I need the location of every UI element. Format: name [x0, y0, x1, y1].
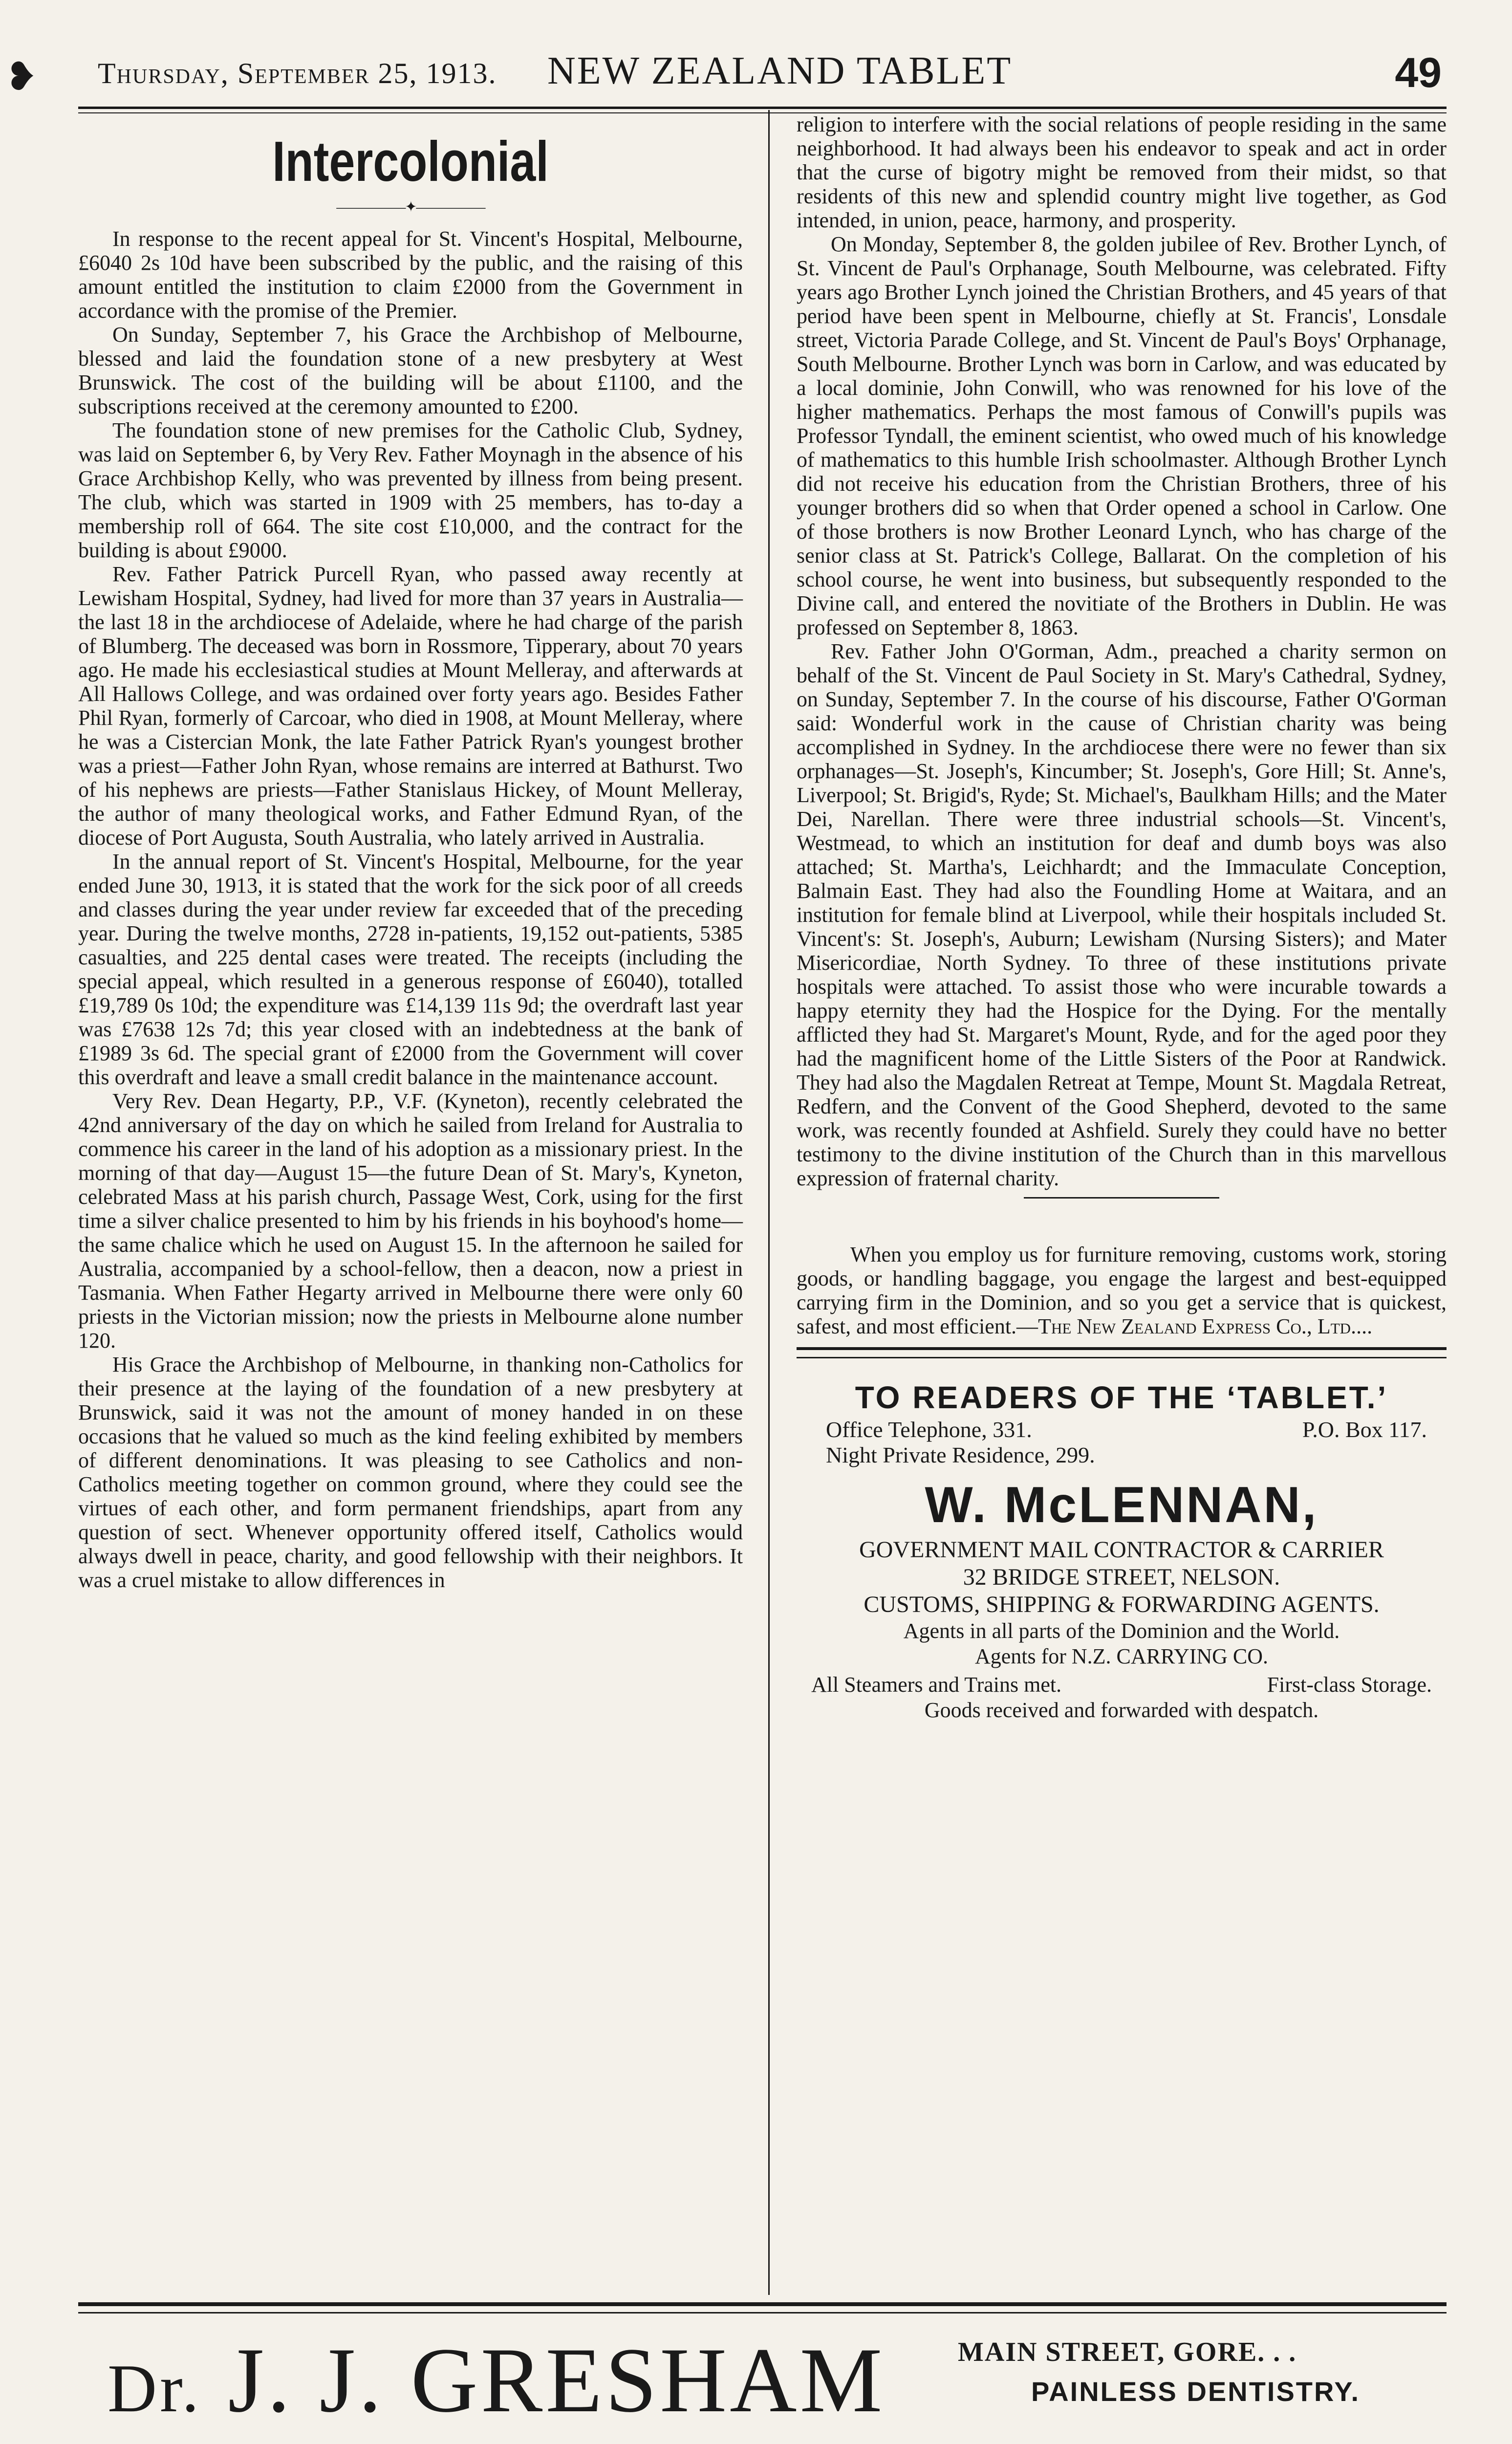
- office-telephone: Office Telephone, 331.: [826, 1417, 1032, 1442]
- article-paragraph: His Grace the Archbishop of Melbourne, in thanking non-Catholics for their presence at the laying of the foundation of a new presbytery at Brunswick, said it was not the amount of money handed in on these occasions that he valued so much as the kind feeling exhibited by members of different denominations. It was pleasing to see Catholics and non-Catholics meeting together on common ground, where they could see the virtues of each other, and form permanent friendships, apart from any question of sect. Whenever opportunity offered itself, Catholics would always dwell in peace, charity, and good fellowship with their neighbors. It was a cruel mistake to allow differences in: [78, 1353, 743, 1592]
- article-paragraph: Rev. Father Patrick Purcell Ryan, who passed away recently at Lewisham Hospital, Sydney, had lived for more than 37 years in Australia—the last 18 in the archdiocese of Adelaide, where he had charge of the parish of Blumberg. The deceased was born in Rossmore, Tipperary, about 70 years ago. He made his ecclesiastical studies at Mount Melleray, and afterwards at All Hallows College, and was ordained over forty years ago. Besides Father Phil Ryan, formerly of Carcoar, who died in 1908, at Mount Melleray, where he was a Cistercian Monk, the late Father Patrick Ryan's youngest brother was a priest—Father John Ryan, whose remains are interred at Bathurst. Two of his nephews are priests—Father Stanislaus Hickey, of Mount Melleray, the author of many theological works, and Father Edmund Ryan, of the diocese of Port Augusta, South Australia, who lately arrived in Australia.: [78, 562, 743, 850]
- right-column: [797, 112, 1447, 1723]
- article-paragraph: Rev. Father John O'Gorman, Adm., preached a charity sermon on behalf of the St. Vincent de Paul Society in St. Mary's Cathedral, Sydney, on Sunday, September 7. In the course of his discourse, Father O'Gorman said: Wonderful work in the cause of Christian charity was being accomplished in Sydney. In the archdiocese there were no fewer than six orphanages—St. Joseph's, Kincumber; St. Joseph's, Gore Hill; St. Anne's, Liverpool; St. Brigid's, Ryde; St. Michael's, Baulkham Hills; and the Mater Dei, Narellan. There were three industrial schools—St. Vincent's, Westmead, to which an institution for deaf and dumb boys was also attached; St. Martha's, Leichhardt; and the Immaculate Conception, Balmain East. They had also the Foundling Home at Waitara, and an institution for female blind at Liverpool, while their hospitals included St. Vincent's: St. Joseph's, Auburn; Lewisham (Nursing Sisters); and Mater Misericordiae, North Sydney. To three of these institutions private hospitals were attached. To assist those who were incurable towards a happy eternity they had the Hospice for the Dying. For the mentally afflicted they had St. Margaret's Mount, Ryde, and for the aged poor they had the magnificent home of the Little Sisters of the Poor at Randwick. They had also the Magdalen Retreat at Tempe, Mount St. Magdala Retreat, Redfern, and the Convent of the Good Shepherd, devoted to the same work, was recently founded at Ashfield. Surely they could have no better testimony to the divine institution of the Church than in this marvellous expression of fraternal charity.: [797, 639, 1447, 1190]
- gresham-prefix: Dr.: [108, 2351, 202, 2426]
- left-column: [78, 112, 743, 1592]
- issue-date: Thursday, September 25, 1913.: [98, 57, 497, 89]
- mclennan-services-row: [797, 1672, 1447, 1698]
- fleuron-icon: ❥: [5, 56, 38, 99]
- mclennan-role: GOVERNMENT MAIL CONTRACTOR & CARRIER: [859, 1537, 1384, 1563]
- article-paragraph: The foundation stone of new premises for the Catholic Club, Sydney, was laid on September 6, by Very Rev. Father Moynagh in the absence of his Grace Archbishop Kelly, who was prevented by illness from being present. The club, which was started in 1909 with 25 members, has to-day a membership roll of 664. The site cost £10,000, and the contract for the building is about £9000.: [78, 418, 743, 562]
- article-headline: Intercolonial: [272, 130, 549, 193]
- newspaper-page: [5, 20, 1447, 2444]
- page-header: [5, 44, 1447, 99]
- article-paragraph: On Monday, September 8, the golden jubilee of Rev. Brother Lynch, of St. Vincent de Paul's Orphanage, South Melbourne, was celebrated. Fifty years ago Brother Lynch joined the Christian Brothers, and 45 years of that period have been spent in Melbourne, chiefly at St. Francis', Lonsdale street, Victoria Parade College, and St. Vincent de Paul's Boys' Orphanage, South Melbourne. Brother Lynch was born in Carlow, and was educated by a local dominie, John Conwill, who was renowned for his love of the higher mathematics. Perhaps the most famous of Conwill's pupils was Professor Tyndall, the eminent scientist, who owed much of his knowledge of mathematics to this humble Irish schoolmaster. Although Brother Lynch did not receive his education from the Christian Brothers, three of his younger brothers did so when that Order opened a school in Carlow. One of those brothers is now Brother Leonard Lynch, who has charge of the senior class at St. Patrick's College, Ballarat. On the completion of his school course, he went into business, but subsequently responded to the Divine call, and entered the novitiate of the Brothers in Dublin. He was professed on September 8, 1863.: [797, 232, 1447, 639]
- paper-name: NEW ZEALAND TABLET: [547, 49, 1013, 92]
- column-divider: [768, 110, 770, 2295]
- article-paragraph: In response to the recent appeal for St. Vincent's Hospital, Melbourne, £6040 2s 10d have been subscribed by the public, and the raising of this amount entitled the institution to claim £2000 from the Government in accordance with the promise of the Premier.: [78, 227, 743, 323]
- header-rule: [78, 107, 1447, 109]
- gresham-name: J. J. GRESHAM: [228, 2329, 886, 2432]
- goods-forwarded: Goods received and forwarded with despatch.: [924, 1698, 1319, 1722]
- steamers-met: All Steamers and Trains met.: [811, 1673, 1062, 1697]
- storage: First-class Storage.: [1267, 1673, 1432, 1697]
- mclennan-address: 32 BRIDGE STREET, NELSON.: [963, 1564, 1280, 1590]
- po-box: P.O. Box 117.: [1302, 1417, 1427, 1442]
- ad-divider: [797, 1347, 1447, 1358]
- headline-ornament: —————✦—————: [336, 199, 485, 215]
- article-end-rule: [1024, 1197, 1219, 1199]
- mclennan-agents-world: Agents in all parts of the Dominion and the World.: [903, 1619, 1340, 1643]
- gresham-advertisement-name: [108, 2329, 886, 2438]
- gresham-address: MAIN STREET, GORE. . .: [958, 2337, 1297, 2367]
- mclennan-name: W. McLENNAN,: [925, 1477, 1318, 1533]
- footer-rule-thin: [78, 2312, 1447, 2313]
- express-ad-signature: The New Zealand Express Co., Ltd....: [1038, 1314, 1373, 1338]
- article-paragraph: On Sunday, September 7, his Grace the Archbishop of Melbourne, blessed and laid the foundation stone of a new presbytery at West Brunswick. The cost of the building will be about £1100, and the subscriptions received at the ceremony amounted to £200.: [78, 323, 743, 418]
- article-paragraph: In the annual report of St. Vincent's Hospital, Melbourne, for the year ended June 30, 1913, it is stated that the work for the sick poor of all creeds and classes during the year under review far exceeded that of the preceding year. During the twelve months, 2728 in-patients, 19,152 out-patients, 5385 casualties, and 225 dental cases were treated. The receipts (including the special appeal, which resulted in a generous response of £6040), totalled £19,789 0s 10d; the expenditure was £14,139 11s 9d; the overdraft last year was £7638 12s 7d; this year closed with an indebtedness at the bank of £1989 3s 6d. The special grant of £2000 from the Government will cover this overdraft and leave a small credit balance in the maintenance account.: [78, 850, 743, 1089]
- article-paragraph: Very Rev. Dean Hegarty, P.P., V.F. (Kyneton), recently celebrated the 42nd anniversary of the day on which he sailed from Ireland for Australia to commence his career in the land of his adoption as a missionary priest. In the morning of that day—August 15—the future Dean of St. Mary's, Kyneton, celebrated Mass at his parish church, Passage West, Cork, using for the first time a silver chalice presented to him by his friends in his boyhood's home—the same chalice which he used on August 15. In the afternoon he sailed for Australia, accompanied by a school-fellow, then a deacon, now a priest in Tasmania. When Father Hegarty arrived in Melbourne there were only 60 priests in the Victorian mission; now the priests in Melbourne alone number 120.: [78, 1089, 743, 1353]
- mclennan-advertisement: [797, 1378, 1447, 1723]
- mclennan-agents: CUSTOMS, SHIPPING & FORWARDING AGENTS.: [864, 1592, 1380, 1617]
- express-ad-body: When you employ us for furniture removing, customs work, storing goods, or handling baggage, you engage the largest and best-equipped carrying firm in the Dominion, and so you get a service that is quickest, safest, and most efficient.—: [797, 1243, 1447, 1338]
- phone-row: [797, 1417, 1447, 1442]
- gresham-service: PAINLESS DENTISTRY.: [1031, 2376, 1361, 2407]
- footer-rule: [78, 2302, 1447, 2306]
- mclennan-ad-title: TO READERS OF THE ‘TABLET.’: [855, 1380, 1388, 1415]
- mclennan-agents-nz: Agents for N.Z. CARRYING CO.: [974, 1644, 1269, 1668]
- express-advertisement: [797, 1243, 1447, 1338]
- article-paragraph: religion to interfere with the social relations of people residing in the same neighborhood. It had always been his endeavor to speak and act in order that the curse of bigotry might be removed from their midst, so that residents of this new and splendid country might live together, as God intended, in union, peace, harmony, and prosperity.: [797, 112, 1447, 232]
- page-number: 49: [1395, 49, 1442, 96]
- night-telephone: Night Private Residence, 299.: [826, 1442, 1095, 1467]
